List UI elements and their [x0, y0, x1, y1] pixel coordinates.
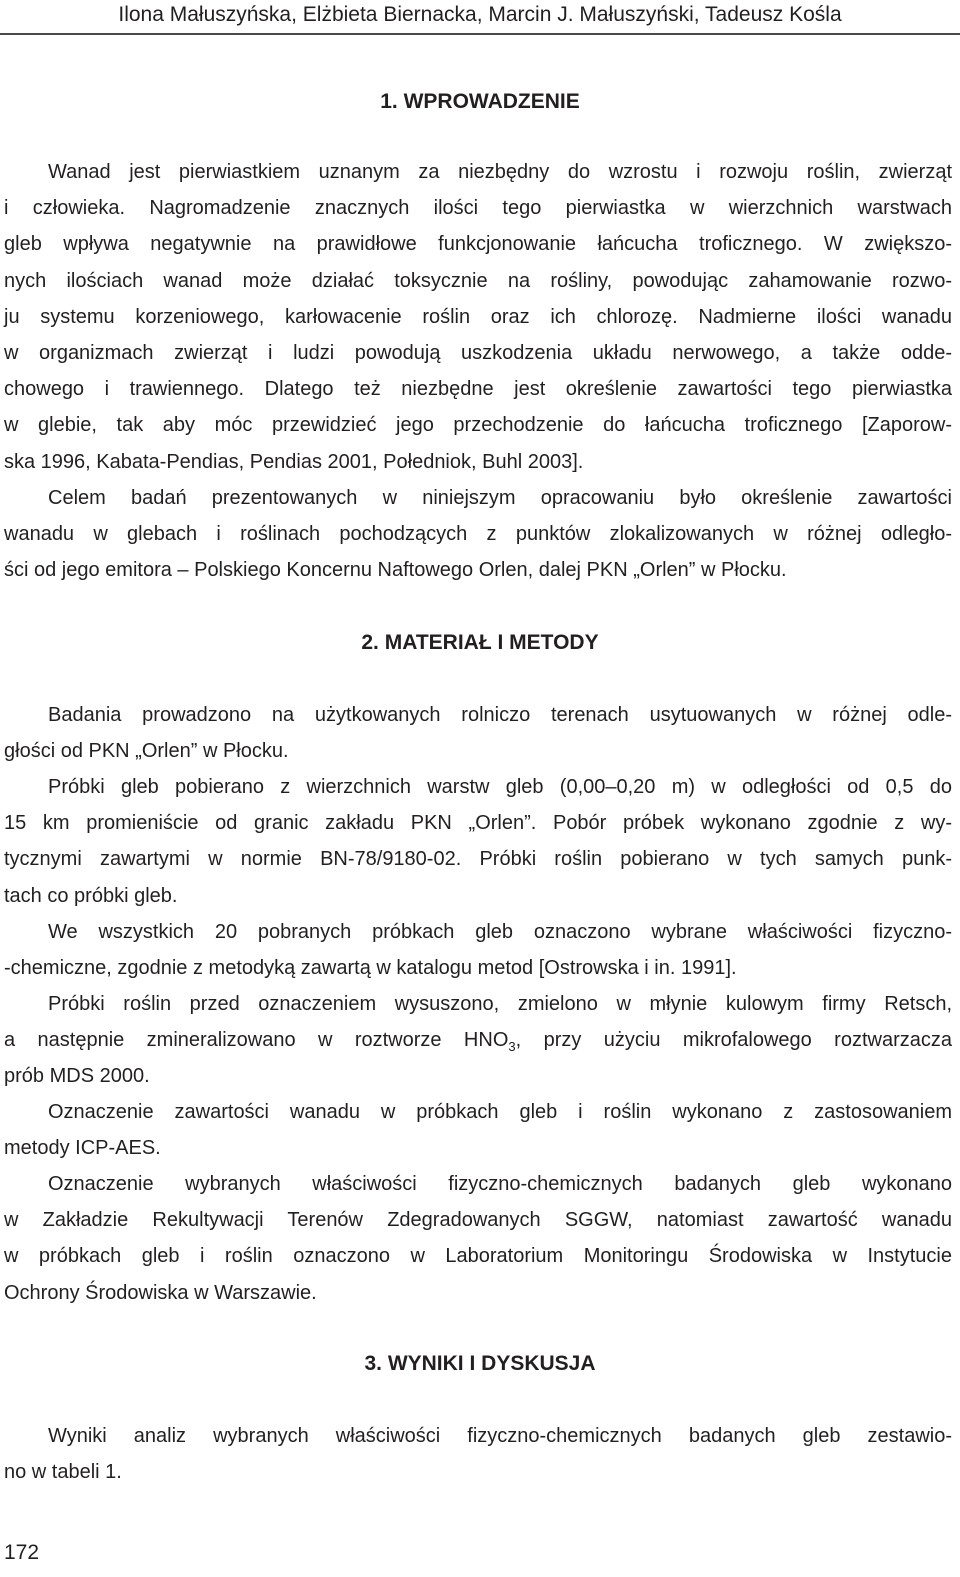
- text-line: chowego i trawiennego. Dlatego też niezbędne jest określenie zawartości tego pierwiastka: [4, 378, 952, 401]
- text-line: w glebie, tak aby móc przewidzieć jego przechodzenie do łańcucha troficznego [Zaporow-: [4, 414, 952, 437]
- paragraph-intro-2: [4, 480, 952, 589]
- paragraph-methods-1: [4, 697, 952, 769]
- running-header-authors: Ilona Małuszyńska, Elżbieta Biernacka, Marcin J. Małuszyński, Tadeusz Kośla: [118, 3, 842, 26]
- text-line: metody ICP-AES.: [4, 1137, 161, 1160]
- paragraph-intro-1: [4, 154, 952, 480]
- paragraph-methods-4: [4, 986, 952, 1095]
- text-line: Próbki roślin przed oznaczeniem wysuszono, zmielono w młynie kulowym firmy Retsch,: [48, 993, 952, 1015]
- paragraph-methods-6: [4, 1166, 952, 1311]
- paragraph-methods-5: [4, 1094, 952, 1166]
- text-line: w próbkach gleb i roślin oznaczono w Laboratorium Monitoringu Środowiska w Instytucie: [4, 1245, 952, 1268]
- running-header-area: [0, 0, 960, 36]
- text-line: We wszystkich 20 pobranych próbkach gleb oznaczono wybrane właściwości fizyczno-: [48, 921, 952, 943]
- formula-text-after: , przy użyciu mikrofalowego roztwarzacza: [515, 1029, 952, 1052]
- text-line-with-formula: [4, 1022, 952, 1058]
- text-line: Wyniki analiz wybranych właściwości fizyczno-chemicznych badanych gleb zestawio-: [48, 1425, 952, 1447]
- page-number: 172: [4, 1541, 40, 1564]
- text-line: Oznaczenie zawartości wanadu w próbkach gleb i roślin wykonano z zastosowaniem: [48, 1101, 952, 1123]
- text-line: Celem badań prezentowanych w niniejszym opracowaniu było określenie zawartości: [48, 487, 952, 509]
- text-line: i człowieka. Nagromadzenie znacznych ilości tego pierwiastka w wierzchnich warstwach: [4, 197, 952, 220]
- text-line: ska 1996, Kabata-Pendias, Pendias 2001, Połedniok, Buhl 2003].: [4, 450, 584, 473]
- text-line: w organizmach zwierząt i ludzi powodują uszkodzenia układu nerwowego, a także odde-: [4, 341, 952, 364]
- text-line: Badania prowadzono na użytkowanych rolniczo terenach usytuowanych w różnej odle-: [48, 704, 952, 726]
- text-line: 15 km promieniście od granic zakładu PKN „Orlen”. Pobór próbek wykonano zgodnie z wy-: [4, 812, 952, 835]
- text-line: -chemiczne, zgodnie z metodyką zawartą w katalogu metod [Ostrowska i in. 1991].: [4, 957, 737, 980]
- section-heading-results-discussion: 3. WYNIKI I DYSKUSJA: [364, 1352, 596, 1375]
- text-line: Ochrony Środowiska w Warszawie.: [4, 1281, 317, 1304]
- paragraph-results-1: [4, 1418, 952, 1490]
- text-line: głości od PKN „Orlen” w Płocku.: [4, 740, 289, 763]
- formula-text-before: a następnie zmineralizowano w roztworze HNO: [4, 1029, 509, 1052]
- text-line: tach co próbki gleb.: [4, 884, 178, 907]
- text-line: ści od jego emitora – Polskiego Koncernu Naftowego Orlen, dalej PKN „Orlen” w Płocku.: [4, 559, 787, 582]
- text-line: nych ilościach wanad może działać toksycznie na rośliny, powodując zahamowanie rozwo-: [4, 269, 952, 292]
- text-line: Oznaczenie wybranych właściwości fizyczno-chemicznych badanych gleb wykonano: [48, 1173, 952, 1195]
- formula-subscript: 3: [508, 1039, 516, 1055]
- section-heading-materials-methods: 2. MATERIAŁ I METODY: [361, 631, 599, 654]
- text-line: wanadu w glebach i roślinach pochodzących z punktów zlokalizowanych w różnej odległo-: [4, 523, 952, 546]
- text-line: no w tabeli 1.: [4, 1461, 122, 1484]
- paragraph-methods-3: [4, 914, 952, 986]
- text-line: Wanad jest pierwiastkiem uznanym za niezbędny do wzrostu i rozwoju roślin, zwierząt: [48, 161, 952, 183]
- paragraph-methods-2: [4, 769, 952, 914]
- text-line: prób MDS 2000.: [4, 1065, 150, 1088]
- text-line: gleb wpływa negatywnie na prawidłowe funkcjonowanie łańcucha troficznego. W zwiększo-: [4, 233, 952, 256]
- text-line: ju systemu korzeniowego, karłowacenie roślin oraz ich chlorozę. Nadmierne ilości wanadu: [4, 305, 952, 328]
- text-line: w Zakładzie Rekultywacji Terenów Zdegradowanych SGGW, natomiast zawartość wanadu: [4, 1209, 952, 1232]
- text-line: Próbki gleb pobierano z wierzchnich warstw gleb (0,00–0,20 m) w odległości od 0,5 do: [48, 776, 952, 798]
- text-line: tycznymi zawartymi w normie BN-78/9180-02. Próbki roślin pobierano w tych samych punk-: [4, 848, 952, 871]
- section-heading-introduction: 1. WPROWADZENIE: [380, 90, 580, 113]
- header-divider: [0, 33, 960, 35]
